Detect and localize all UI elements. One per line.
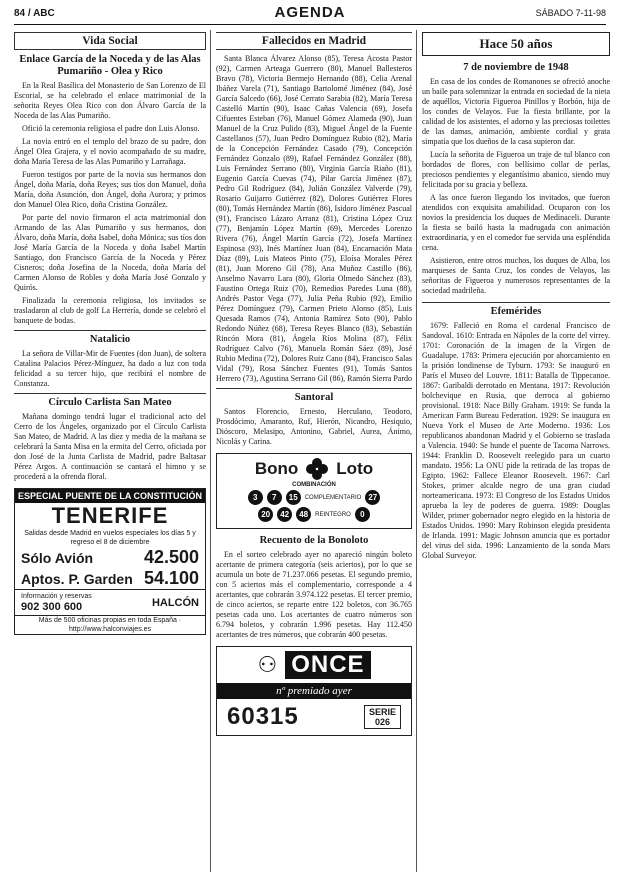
hace50-date: 7 de noviembre de 1948 bbox=[463, 62, 569, 73]
wedding-paragraph: Finalizada la ceremonia religiosa, los invitados se trasladaron al club de golf La Herrería, donde se celebró el banquete de bodas. bbox=[14, 296, 206, 326]
bonoloto-title-a: Bono bbox=[254, 459, 299, 479]
reintegro-ball: 0 bbox=[355, 507, 370, 522]
hace50-heading: Hace 50 años bbox=[422, 32, 610, 56]
wedding-paragraph: En la Real Basílica del Monasterio de San Lorenzo de El Escorial, se ha celebrado el enlace matrimonial de la señorita Reyes Olea Rico con don Álvaro García de la Noceda de las Alas Pumariño. bbox=[14, 81, 206, 121]
wedding-paragraph: Fueron testigos por parte de la novia sus hermanos don Ángel, doña María, doña Reyes; sus tíos don Manuel, doña María, doña Asunción, don Ángel, doña Aurora; y primos don Manuel Olea Rico, doña Cristina González. bbox=[14, 170, 206, 210]
ad-band: ESPECIAL PUENTE DE LA CONSTITUCIÓN bbox=[15, 489, 205, 503]
ad-option-label: Aptos. P. Garden bbox=[21, 571, 133, 588]
page-header bbox=[14, 4, 606, 25]
recuento-heading: Recuento de la Bonoloto bbox=[259, 535, 369, 547]
page-number: 84 / ABC bbox=[14, 8, 55, 19]
efemerides-heading: Efemérides bbox=[422, 302, 610, 318]
lottery-ball: 15 bbox=[286, 490, 301, 505]
ad-brand: HALCÓN bbox=[151, 596, 199, 609]
hace50-paragraph: Lucía la señorita de Figueroa un traje de tul blanco con bordados de flores, con bellísimo collar de perlas, preciosos pendientes y elegantísimo abanico, siendo muy felicitada por su gracia y belleza. bbox=[422, 150, 610, 190]
ad-destination: TENERIFE bbox=[51, 503, 169, 529]
once-serie: 026 bbox=[374, 717, 390, 728]
wedding-headline: Enlace García de la Noceda y de las Alas Pumariño - Olea y Rico bbox=[19, 54, 201, 78]
ad-option-label: Sólo Avión bbox=[21, 550, 94, 567]
once-serie-label: SERIE bbox=[368, 707, 396, 718]
circulo-text: Mañana domingo tendrá lugar el tradicional acto del Cerro de los Ángeles, organizado por el Círculo Carlista San Mateo, de Madrid. A las diez y media de la mañana se celebrará la Santa Misa en la ermita del Cerro, oficiada por don José de la Junta Carlista de Madrid, padre Baltasar Pérez Argos. A continuación se cantará el himno y se procederá a la ofrenda floral. bbox=[14, 412, 206, 482]
once-premiado: nº premiado ayer bbox=[217, 683, 411, 699]
ad-option-price: 54.100 bbox=[143, 568, 199, 589]
santoral-text: Santos Florencio, Ernesto, Herculano, Teodoro, Prosdócimo, Amaranto, Ruf, Hierón, Nicandro, Hesiquio, Dióscoro, Melasipo, Antonino, Gabriel, Aurea, Ánimo, Nicolás y Carina. bbox=[216, 407, 412, 447]
hace50-paragraph: Asistieron, entre otros muchos, los duques de Alba, los marqueses de Santa Cruz, los condes de Velayos, las señoritas de Figueroa y numerosos representantes de la sociedad madrileña. bbox=[422, 256, 610, 296]
once-number: 60315 bbox=[227, 703, 299, 731]
lottery-ball: 7 bbox=[267, 490, 282, 505]
clover-icon bbox=[306, 458, 328, 480]
ad-option-price: 42.500 bbox=[143, 547, 199, 568]
santoral-heading: Santoral bbox=[216, 388, 412, 404]
issue-date: SÁBADO 7-11-98 bbox=[535, 8, 606, 18]
fallecidos-heading: Fallecidos en Madrid bbox=[216, 32, 412, 50]
wedding-paragraph: Por parte del novio firmaron el acta matrimonial don Armando de las Alas Pumariño y sus hermanos, don Álvaro, doña María, doña Isabel, doña Mónica; sus tíos don José María García de la Noceda y doña Isabel Martín Santiago, don Francisco García de la Noceda y Pérez Cisneros; doña Josefina de la Noceda, doña María del Carmen Alonso de Robles y doña María José Gonzalo y Quirós. bbox=[14, 213, 206, 293]
efemerides-text: 1679: Falleció en Roma el cardenal Francisco de Sandoval. 1610: Entrada en Nápoles de la corte del virrey. 1701: Coronación de la imagen de la Virgen de Guadalupe. 1783: Primera ejecución por ahorcamiento en la prisión londinense de Tyburn. 1793: Se inauguró en París el Museo del Louvre. 1811: Batalla de Tippecanoe. 1867: Garibaldi derrotado en Mentana. 1917: Revolución bolchevique en Rusia, que derroca al gobierno provisional. 1918: Nace Billy Graham. 1919: Se funda la American Farm Bureau Federation. 1929: Se inaugura en Nueva York el Museo de Arte Moderno. 1936: Los republicanos abandonan Madrid y el Gobierno se traslada a Valencia. 1940: Se hunde el puente de Tacoma Narrows. 1944: Franklin D. Roosevelt reelegido para un cuarto mandato. 1956: La ONU pide la retirada de las tropas de Egipto. 1962: Fallece Eleanor Roosevelt. 1967: Carl Stokes, primer alcalde negro de una gran ciudad norteamericana. 1973: El Congreso de los Estados Unidos aprueba la ley de poderes de guerra. 1989: Douglas Wilder, primer gobernador negro elegido en la historia de Estados Unidos. 1990: Mary Robinson elegida presidenta de Irlanda. 1991: Magic Johnson anuncia que es portador del virus del sida. 1996: Lanzamiento de la sonda Mars Global Surveyor. bbox=[422, 321, 610, 561]
lottery-ball: 48 bbox=[296, 507, 311, 522]
ad-note: Salidas desde Madrid en vuelos especiales los días 5 y regreso el 8 de diciembre bbox=[24, 530, 196, 547]
vida-social-heading: Vida Social bbox=[14, 32, 206, 50]
circulo-heading: Círculo Carlista San Mateo bbox=[14, 393, 206, 409]
hace50-paragraph: A las once fueron llegando los invitados, que fueron atendidos con exquisita amabilidad. Ocuparon con los novios la presidencia los duques de Medinaceli. Durante la fiesta se bailó hasta la madrugada con animación extraordinaria, y en el comedor fue servida una espléndida cena. bbox=[422, 193, 610, 253]
fallecidos-list: Santa Blanca Álvarez Alonso (85), Teresa Acosta Pastor (92), Carmen Arteaga Guerrero (80), Manuel Ballesteros Bravo (78), Victoria Bermejo Hernando (88), Celia Arenal Ibáñez Varela (71), Santiago Bartolomé Jiménez (84), José García Salcedo (66), José Cerrato Sarabia (82), María Teresa Castelló Martín (90), Isaac Cañas Valencia (69), Josefa Cifuentes Esteban (76), Manuel Gómez Alameda (90), Juan Manuel de la Cruz Pulido (83), Miguel Ángel de la Fuente Castellanos (57), Juan Pedro Domínguez Rubio (82), María de la Concepción Fernández Casado (79), Concepción Fernández Gonzalo (89), Rafael Fernández González (88), Luis Fernández Serrano (80), Virginia García Riaño (81), Eugenio García Cuevas (74), Pilar García Jiménez (87), Pedro Gil Rodríguez (84), Julián González Valverde (79), Rosario Guijarro Gutiérrez (82), Dolores Gutiérrez Flores (80), Tomás Hernández Martín (86), Isidoro Jiménez Pascual (91), Francisco Lázaro Arranz (81), Cristina López Cruz (77), Benjamín López Martín (69), Mercedes Lorenzo Rivera (76), Ángel Martín García (72), Josefa Martínez Espinosa (93), Inés Martínez Juan (84), Encarnación Mata Díaz (89), Luis Mateos Pinto (75), Eloísa Morales Pérez (81), Juan Moreno Gil (78), Ana Muñoz Castillo (86), Anselmo Navarro Lara (80), Gloria Olmedo Sánchez (83), Faustino Ortega Ruiz (70), Remedios Paredes Luna (88), Andrés Pastor Vega (77), Julia Peña Rubio (92), Emilio Pérez Domínguez (79), Carmen Prieto Alonso (85), Luis Quesada Ramos (74), Antonia Ramírez Soto (90), Pablo Redondo Núñez (68), Teresa Reyes Blanco (83), Sebastián Rincón Mora (81), Ángela Ríos Molina (87), Félix Rodríguez Calvo (76), Manuela Román Sáez (89), José Rubio Medina (72), Dolores Ruiz Cano (84), Francisco Salas Vidal (79), Rosa Sánchez Fuentes (91), Tomás Santos Herrero (73), Agustina Serrano Gil (86), Ramón Sierra Pardo bbox=[216, 54, 412, 383]
lottery-ball: 20 bbox=[258, 507, 273, 522]
lottery-ball: 42 bbox=[277, 507, 292, 522]
complementario-ball: 27 bbox=[365, 490, 380, 505]
reintegro-label: REINTEGRO bbox=[315, 511, 351, 518]
column-left bbox=[14, 30, 206, 872]
ad-footer: Más de 500 oficinas propias en toda España · http://www.halconviajes.es bbox=[15, 615, 205, 634]
bonoloto-panel bbox=[216, 453, 412, 529]
bonoloto-title-b: Loto bbox=[336, 459, 374, 479]
lottery-ball: 3 bbox=[248, 490, 263, 505]
section-title: AGENDA bbox=[274, 4, 346, 21]
natalicio-heading: Natalicio bbox=[14, 330, 206, 346]
recuento-text: En el sorteo celebrado ayer no apareció ningún boleto acertante de primera categoría (seis aciertos), por lo que se acumula un bote de 71.237.066 pesetas. El segundo premio, con 5 aciertos más el complementario, corresponde a 4 acertantes, que cobrarán 3.974.122 pesetas. El tercer premio, de cinco aciertos, se reparte entre 122 boletos, con 36.765 pesetas cada uno. Los acertantes de cuatro números son 6.794 boletos, y cobrarán 1.996 pesetas. Hay 112.450 acertantes de tres números, que cobrarán 400 pesetas. bbox=[216, 550, 412, 640]
ad-phone-label: Información y reservas bbox=[21, 593, 92, 601]
complementario-label: COMPLEMENTARIO bbox=[304, 494, 362, 501]
wedding-paragraph: Ofició la ceremonia religiosa el padre don Luis Alonso. bbox=[22, 124, 200, 134]
hace50-paragraph: En casa de los condes de Romanones se ofreció anoche un baile para solemnizar la entrada en sociedad de la nieta de aquéllos, Victoria Figueroa Pinillos y Borbón, hija de los condes de Velayos. Fue la fiesta brillante, por la calidad de los asistentes, el adorno y las preciosas toilettes de las damas, animación, ambiente cordial y grata simpatía que los dueños de la casa supieron dar. bbox=[422, 77, 610, 147]
once-logo: ONCE bbox=[285, 651, 370, 679]
wedding-paragraph: La novia entró en el templo del brazo de su padre, don Ángel Olea Grajera, y el novio acompañado de su madre, doña María Teresa de las Alas Pumariño y Larrañaga. bbox=[14, 137, 206, 167]
combinacion-label: COMBINACIÓN bbox=[292, 482, 336, 489]
column-middle bbox=[216, 30, 412, 872]
column-right bbox=[422, 30, 610, 872]
natalicio-text: La señora de Villar-Mir de Fuentes (don Juan), de soltera Catalina Palacios Pérez-Mínguez, ha dado a luz con toda felicidad a su tercer hijo, que recibirá el nombre de Constanza. bbox=[14, 349, 206, 389]
person-icon: ⚇ bbox=[257, 652, 278, 678]
ad-phone: 902 300 600 bbox=[21, 601, 83, 614]
once-panel bbox=[216, 646, 412, 736]
tenerife-ad bbox=[14, 488, 206, 635]
